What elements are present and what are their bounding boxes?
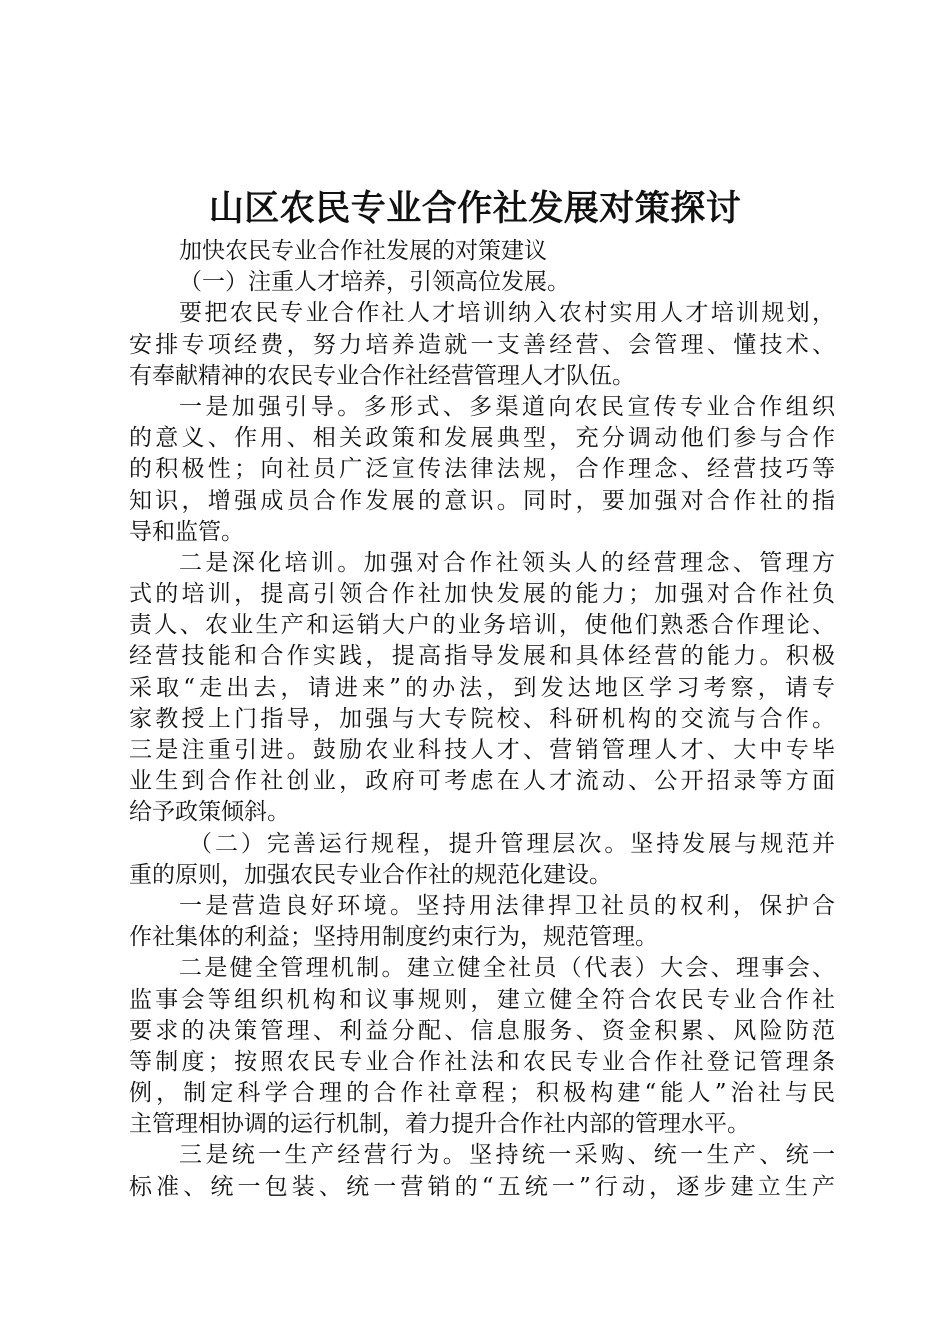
text-line: 三是统一生产经营行为。坚持统一采购、统一生产、统一 <box>179 1142 835 1169</box>
text-line: 加快农民专业合作社发展的对策建议 <box>179 238 547 264</box>
text-line: 要把农民专业合作社人才培训纳入农村实用人才培训规划， <box>179 300 835 327</box>
text-line: 主管理相协调的运行机制，着力提升合作社内部的管理水平。 <box>129 1111 750 1138</box>
text-line: 经营技能和合作实践，提高指导发展和具体经营的能力。积极 <box>129 643 835 670</box>
text-line: 责人、农业生产和运销大户的业务培训，使他们熟悉合作理论、 <box>129 612 835 639</box>
text-line: 标准、统一包装、统一营销的“五统一”行动，逐步建立生产 <box>129 1173 835 1200</box>
text-line: 给予政策倾斜。 <box>129 799 290 826</box>
text-line: 例，制定科学合理的合作社章程；积极构建“能人”治社与民 <box>129 1080 835 1107</box>
text-line: 监事会等组织机构和议事规则，建立健全符合农民专业合作社 <box>129 986 835 1013</box>
text-line: 的意义、作用、相关政策和发展典型，充分调动他们参与合作 <box>129 425 835 452</box>
text-line: 安排专项经费，努力培养造就一支善经营、会管理、懂技术、 <box>129 331 835 358</box>
text-line: 作社集体的利益；坚持用制度约束行为，规范管理。 <box>129 924 658 951</box>
text-line: 一是加强引导。多形式、多渠道向农民宣传专业合作组织 <box>179 393 835 420</box>
text-line: 知识，增强成员合作发展的意识。同时，要加强对合作社的指 <box>129 487 835 514</box>
text-line: （一）注重人才培养，引领高位发展。 <box>179 269 570 296</box>
text-line: 的积极性；向社员广泛宣传法律法规，合作理念、经营技巧等 <box>129 456 835 483</box>
text-line: 一是营造良好环境。坚持用法律捍卫社员的权利，保护合 <box>179 892 835 919</box>
text-line: 有奉献精神的农民专业合作社经营管理人才队伍。 <box>129 362 635 389</box>
text-line: 式的培训，提高引领合作社加快发展的能力；加强对合作社负 <box>129 581 835 608</box>
document-title: 山区农民专业合作社发展对策探讨 <box>208 188 742 229</box>
text-line: （二）完善运行规程，提升管理层次。坚持发展与规范并 <box>189 830 835 857</box>
text-line: 重的原则，加强农民专业合作社的规范化建设。 <box>129 861 612 888</box>
text-line: 二是健全管理机制。建立健全社员（代表）大会、理事会、 <box>179 955 835 982</box>
text-line: 要求的决策管理、利益分配、信息服务、资金积累、风险防范 <box>129 1017 835 1044</box>
text-line: 三是注重引进。鼓励农业科技人才、营销管理人才、大中专毕 <box>129 737 835 763</box>
document-body <box>129 236 835 1203</box>
text-line: 二是深化培训。加强对合作社领头人的经营理念、管理方 <box>179 549 835 576</box>
text-line: 等制度；按照农民专业合作社法和农民专业合作社登记管理条 <box>129 1048 835 1075</box>
text-line: 导和监管。 <box>129 518 244 545</box>
text-line: 家教授上门指导，加强与大专院校、科研机构的交流与合作。 <box>129 705 835 732</box>
text-line: 采取“走出去，请进来”的办法，到发达地区学习考察，请专 <box>129 674 835 701</box>
text-line: 业生到合作社创业，政府可考虑在人才流动、公开招录等方面 <box>129 768 835 795</box>
